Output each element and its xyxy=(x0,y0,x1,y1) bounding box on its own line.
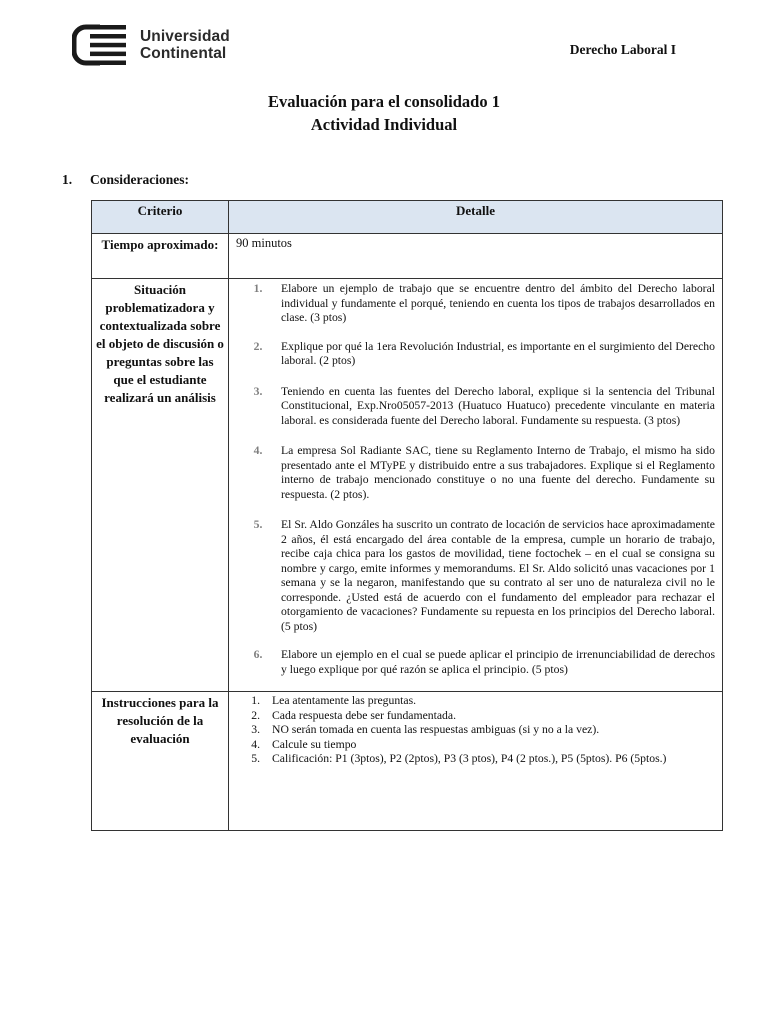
instruction-text: Calificación: P1 (3ptos), P2 (2ptos), P3 (3 ptos), P4 (2 ptos.), P5 (5ptos). P6 (5ptos.) xyxy=(272,752,667,766)
instruction-text: Lea atentamente las preguntas. xyxy=(272,694,417,707)
section-label: Consideraciones: xyxy=(90,172,189,187)
list-item xyxy=(235,709,715,724)
course-name: Derecho Laboral I xyxy=(569,42,676,57)
list-item xyxy=(235,340,715,369)
instruction-number: 3. xyxy=(251,723,260,737)
instruction-number: 5. xyxy=(251,752,260,766)
list-item xyxy=(235,444,715,502)
instructions-list xyxy=(229,694,722,767)
list-item xyxy=(235,648,715,677)
question-number: 3. xyxy=(253,384,263,398)
instruction-text: NO serán tomada en cuenta las respuestas ambiguas (si y no a la vez). xyxy=(272,723,600,737)
criterion-instructions xyxy=(92,692,229,831)
criterion-time xyxy=(92,234,229,279)
header-detalle: Detalle xyxy=(229,201,723,234)
criterion-time-label: Tiempo aproximado: xyxy=(101,237,219,252)
page-title: Evaluación para el consolidado 1 xyxy=(268,92,500,111)
question-text: La empresa Sol Radiante SAC, tiene su Reglamento Interno de Trabajo, el mismo ha sido presentado ante el MTyPE y distribuido entre a sus trabajadores. Explique si el Reglamento interno de trabajo mencionado constituye o no una fuente del derecho. Fundamente su respuesta. (2 ptos). xyxy=(281,444,715,501)
instruction-number: 1. xyxy=(251,694,260,707)
list-item xyxy=(235,738,715,753)
question-text: Elabore un ejemplo en el cual se puede aplicar el principio de irrenunciabilidad de derechos y luego explique por qué razón se aplica el principio. (5 ptos) xyxy=(281,648,715,676)
university-logo-text xyxy=(140,28,230,62)
list-item xyxy=(235,518,715,634)
considerations-table xyxy=(91,200,723,831)
instruction-text: Calcule su tiempo xyxy=(272,737,357,751)
university-logo xyxy=(72,24,232,68)
criterion-instructions-label: Instrucciones para la resolución de la evaluación xyxy=(101,695,219,746)
table-row xyxy=(92,279,723,692)
list-item xyxy=(235,723,715,738)
criterion-situation xyxy=(92,279,229,692)
question-text: El Sr. Aldo Gonzáles ha suscrito un contrato de locación de servicios hace aproximadamente 2 años, él está encargado del área contable de la empresa, cumple un horario de trabajo, recibe caja chica para los gastos de movilidad, tiene foctochek – en el cual se consigna su nombre y cargo, emite informes y memorandums. El Sr. Aldo solicitó unas vacaciones por 1 semana y se la negaron, manifestando que su contrato al ser uno de naturaleza civil no le corresponde. ¿Usted está de acuerdo con el fundamento del empleador para rechazar el otorgamiento de vacaciones? Fundamente su repuesta en los principios del Derecho laboral. (5 ptos) xyxy=(281,518,715,633)
questions-list xyxy=(229,282,722,677)
list-item xyxy=(235,694,715,709)
criterion-situation-label: Situación problematizadora y contextualizada sobre el objeto de discusión o preguntas sobre las que el estudiante realizará un análisis xyxy=(96,282,224,405)
page-subtitle: Actividad Individual xyxy=(310,115,458,134)
question-text: Teniendo en cuenta las fuentes del Derecho laboral, explique si la sentencia del Tribunal Constitucional, Exp.Nro05057-2013 (Huatuco Huatuco) precedente vinculante en materia laboral. es considerada fuente del Derecho laboral. Fundamente su respuesta. (3 ptos) xyxy=(281,384,715,427)
list-item xyxy=(235,752,715,767)
question-number: 5. xyxy=(253,518,263,531)
detail-questions xyxy=(229,279,723,692)
question-number: 6. xyxy=(253,648,263,661)
question-number: 2. xyxy=(253,339,263,353)
logo-line-2: Continental xyxy=(140,45,227,62)
logo-line-1: Universidad xyxy=(140,28,230,45)
section-number: 1. xyxy=(62,172,73,187)
question-number: 4. xyxy=(253,444,263,457)
instruction-number: 2. xyxy=(251,708,260,722)
table-row xyxy=(92,234,723,279)
detail-instructions xyxy=(229,692,723,831)
instruction-text: Cada respuesta debe ser fundamentada. xyxy=(272,708,456,722)
instruction-number: 4. xyxy=(251,737,260,751)
table-header-row xyxy=(92,201,723,234)
header-criterio: Criterio xyxy=(92,201,229,234)
question-text: Explique por qué la 1era Revolución Industrial, es importante en el surgimiento del Derecho laboral. (2 ptos) xyxy=(281,339,715,367)
university-logo-icon xyxy=(72,24,128,66)
list-item xyxy=(235,385,715,429)
section-heading xyxy=(62,172,189,188)
question-number: 1. xyxy=(253,282,263,295)
time-value: 90 minutos xyxy=(236,236,292,250)
question-text: Elabore un ejemplo de trabajo que se encuentre dentro del ámbito del Derecho laboral individual y fundamente el porqué, teniendo en cuenta los tipos de trabajos desarrollados en clase. (3 ptos) xyxy=(281,282,715,324)
list-item xyxy=(235,282,715,326)
detail-time xyxy=(229,234,723,279)
table-row xyxy=(92,692,723,831)
